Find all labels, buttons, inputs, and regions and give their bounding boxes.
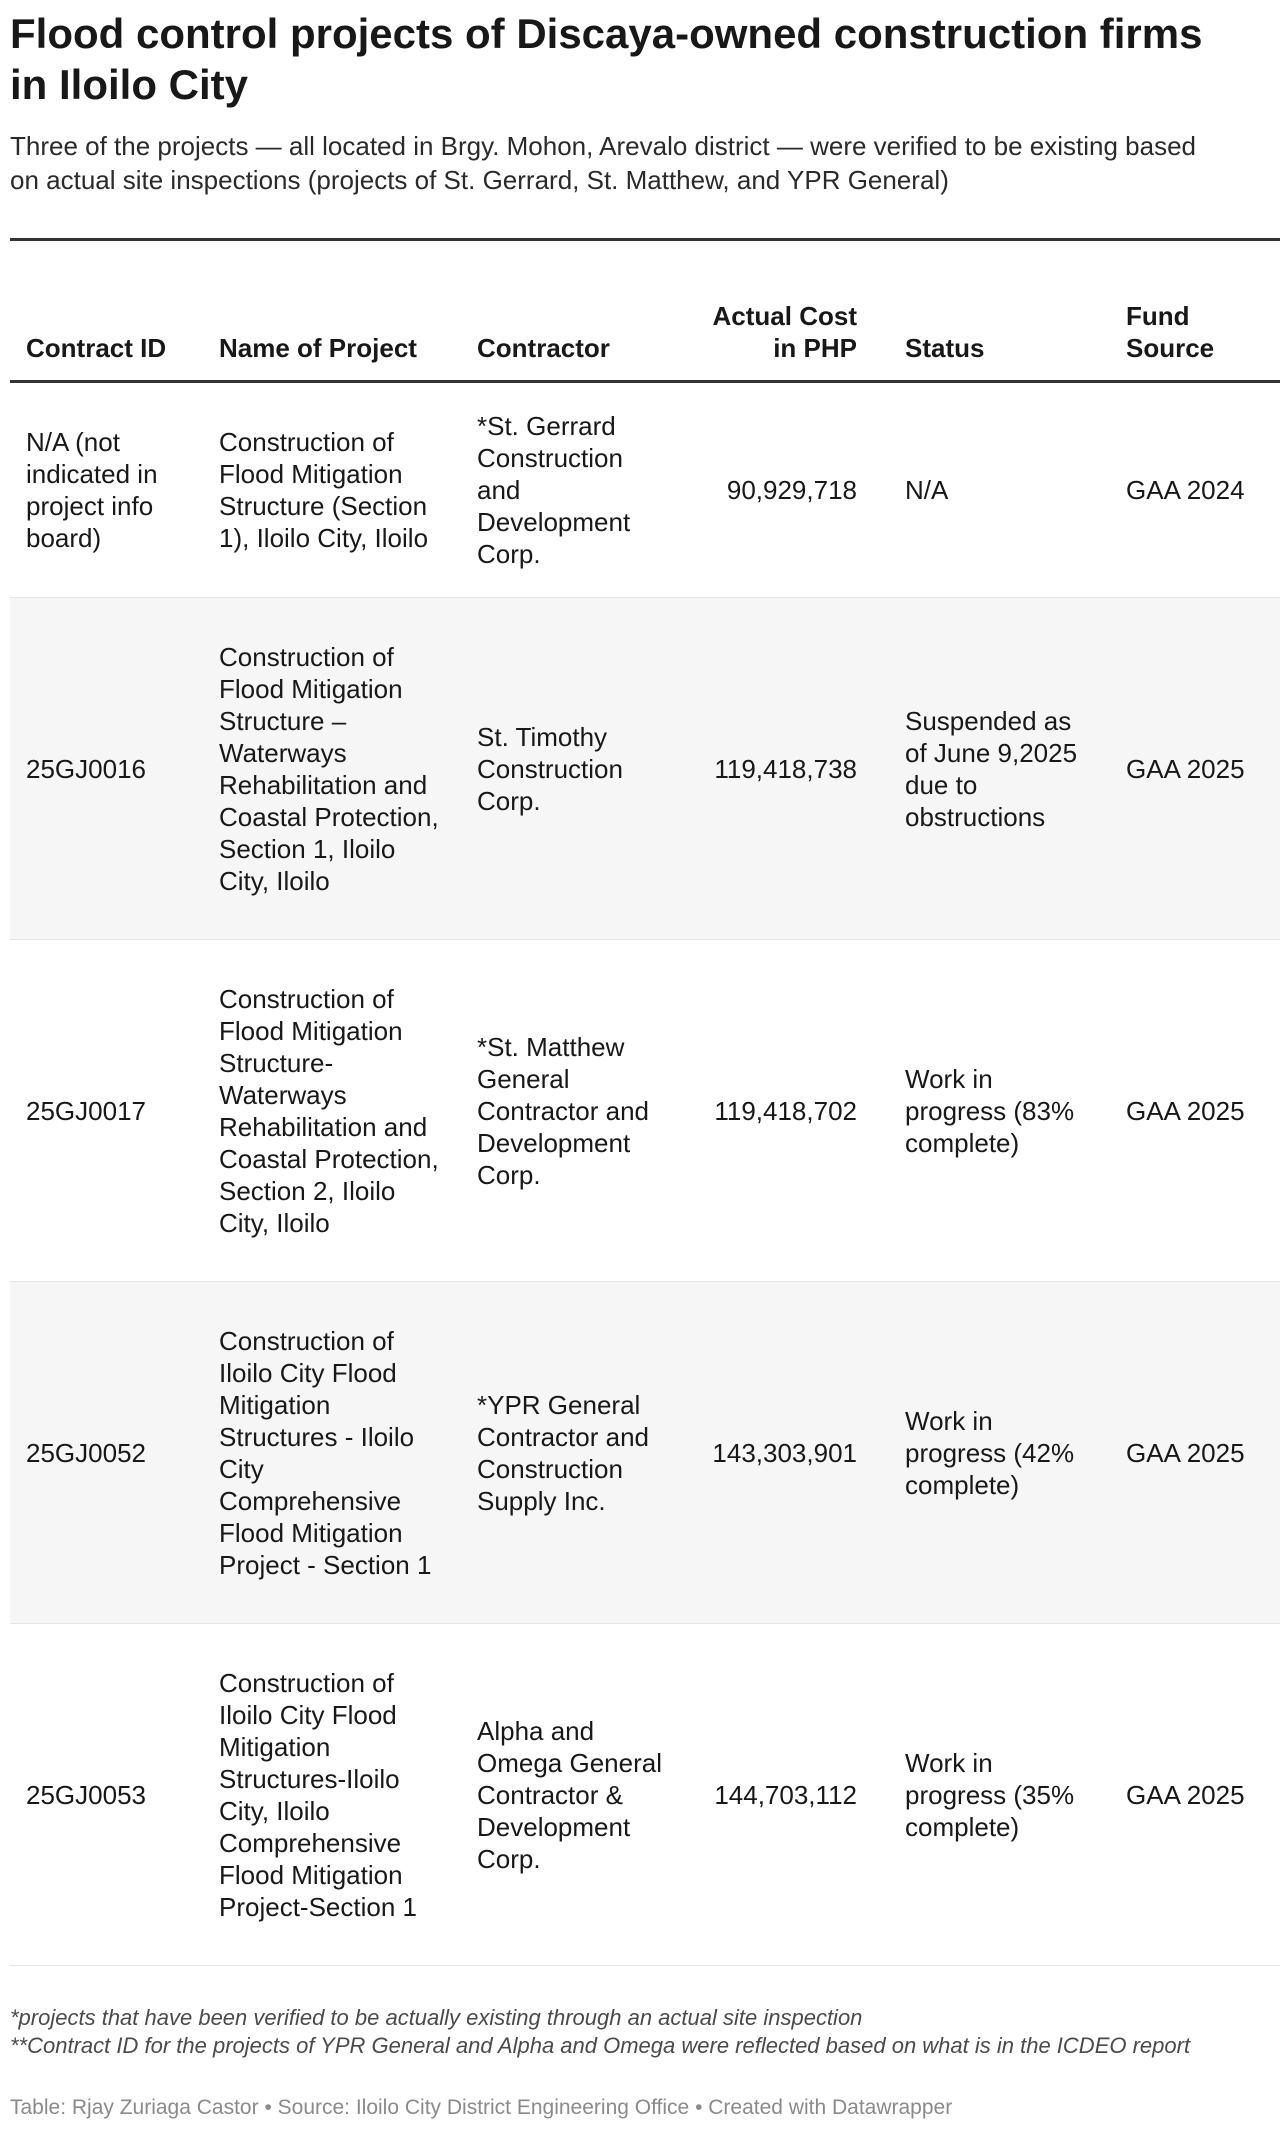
cell-project-name: Construction of Flood Mitigation Structure (Section 1), Iloilo City, Iloilo: [203, 382, 461, 598]
cell-contractor: *St. Gerrard Construction and Development Corp.: [461, 382, 684, 598]
header-fund-source[interactable]: Fund Source: [1126, 301, 1215, 363]
table-header-row: [10, 240, 1280, 382]
cell-status: Work in progress (83% complete): [889, 940, 1110, 1282]
cell-status: Suspended as of June 9,2025 due to obstructions: [889, 598, 1110, 940]
cell-contract-id: 25GJ0016: [10, 598, 203, 940]
cell-actual-cost: 119,418,738: [684, 598, 889, 940]
cell-contractor: *St. Matthew General Contractor and Development Corp.: [461, 940, 684, 1282]
page-title: Flood control projects of Discaya-owned construction firms in Iloilo City: [10, 10, 1203, 108]
cell-actual-cost: 119,418,702: [684, 940, 889, 1282]
header-actual-cost[interactable]: Actual Cost in PHP: [712, 301, 857, 363]
table-row: [10, 1282, 1280, 1624]
cell-contract-id: 25GJ0017: [10, 940, 203, 1282]
cell-fund-source: GAA 2025: [1110, 598, 1280, 940]
source-credit-line: Table: Rjay Zuriaga Castor • Source: Iloilo City District Engineering Office • Created with Datawrapper: [10, 2096, 953, 2119]
cell-status: Work in progress (42% complete): [889, 1282, 1110, 1624]
cell-contractor: Alpha and Omega General Contractor & Development Corp.: [461, 1624, 684, 1966]
cell-fund-source: GAA 2025: [1110, 940, 1280, 1282]
table-row: [10, 598, 1280, 940]
footnotes: [10, 2004, 1210, 2060]
cell-fund-source: GAA 2024: [1110, 382, 1280, 598]
table-row: [10, 1624, 1280, 1966]
cell-contract-id: 25GJ0052: [10, 1282, 203, 1624]
page-subtitle: Three of the projects — all located in Brgy. Mohon, Arevalo district — were verified to be existing based on actual site inspections (projects of St. Gerrard, St. Matthew, and YPR General): [10, 131, 1196, 195]
cell-contractor: *YPR General Contractor and Construction Supply Inc.: [461, 1282, 684, 1624]
cell-fund-source: GAA 2025: [1110, 1282, 1280, 1624]
projects-table-container: [10, 238, 1245, 1966]
cell-contract-id: 25GJ0053: [10, 1624, 203, 1966]
header-contract-id[interactable]: Contract ID: [26, 333, 167, 363]
cell-actual-cost: 144,703,112: [684, 1624, 889, 1966]
cell-actual-cost: 90,929,718: [684, 382, 889, 598]
cell-status: Work in progress (35% complete): [889, 1624, 1110, 1966]
cell-project-name: Construction of Flood Mitigation Structure-Waterways Rehabilitation and Coastal Protection, Section 2, Iloilo City, Iloilo: [203, 940, 461, 1282]
header-project-name[interactable]: Name of Project: [219, 333, 417, 363]
cell-project-name: Construction of Flood Mitigation Structure – Waterways Rehabilitation and Coastal Protection, Section 1, Iloilo City, Iloilo: [203, 598, 461, 940]
table-row: [10, 940, 1280, 1282]
projects-table: [10, 238, 1280, 1966]
cell-project-name: Construction of Iloilo City Flood Mitigation Structures-Iloilo City, Iloilo Comprehensive Flood Mitigation Project-Section 1: [203, 1624, 461, 1966]
cell-actual-cost: 143,303,901: [684, 1282, 889, 1624]
cell-fund-source: GAA 2025: [1110, 1624, 1280, 1966]
cell-project-name: Construction of Iloilo City Flood Mitigation Structures - Iloilo City Comprehensive Flood Mitigation Project - Section 1: [203, 1282, 461, 1624]
header-status[interactable]: Status: [905, 333, 985, 363]
table-row: [10, 382, 1280, 598]
header-contractor[interactable]: Contractor: [477, 333, 610, 363]
footnote-contract-id: **Contract ID for the projects of YPR General and Alpha and Omega were reflected based on what is in the ICDEO report: [10, 2033, 1191, 2058]
footnote-verified: *projects that have been verified to be actually existing through an actual site inspection: [10, 2005, 863, 2030]
cell-contractor: St. Timothy Construction Corp.: [461, 598, 684, 940]
cell-status: N/A: [889, 382, 1110, 598]
cell-contract-id: N/A (not indicated in project info board): [10, 382, 203, 598]
